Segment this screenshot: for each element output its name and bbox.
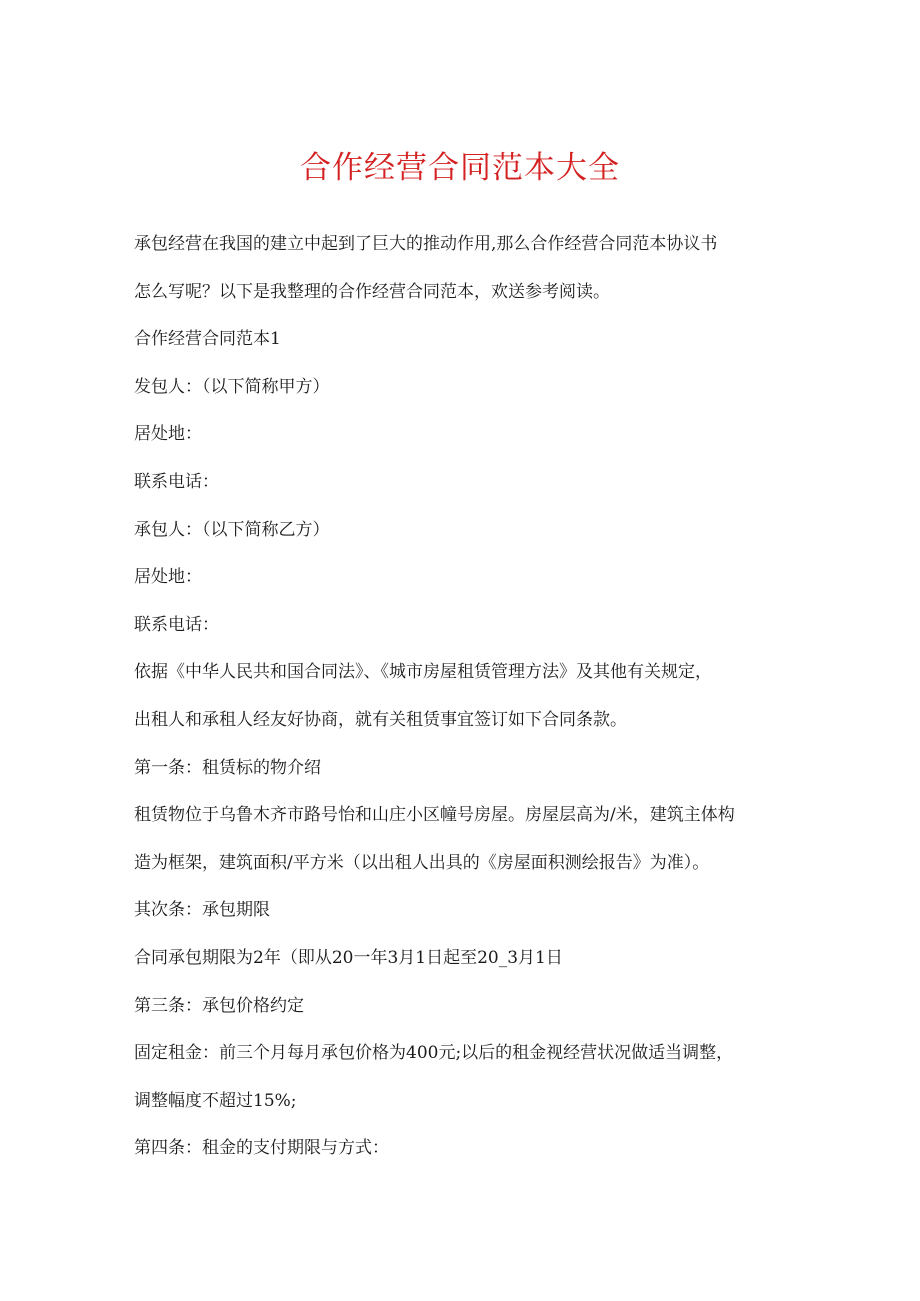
article-1-text-line-1: 租赁物位于乌鲁木齐市路号怡和山庄小区幢号房屋。房屋层高为/米，建筑主体构 xyxy=(134,805,735,826)
legal-basis-line-1: 依据《中华人民共和国合同法》、《城市房屋租赁管理方法》及其他有关规定， xyxy=(134,662,712,683)
article-4-heading: 第四条：租金的支付期限与方式： xyxy=(134,1138,389,1159)
party-a-address: 居处地： xyxy=(134,424,202,445)
article-2-text: 合同承包期限为2年（即从20一年3月1日起至20_3月1日 xyxy=(134,947,563,968)
party-a-label: 发包人：（以下简称甲方） xyxy=(134,376,330,397)
article-1-text-line-2: 造为框架，建筑面积/平方米（以出租人出具的《房屋面积测绘报告》为准）。 xyxy=(134,852,710,873)
article-1-heading: 第一条：租赁标的物介绍 xyxy=(134,757,321,778)
article-2-heading: 其次条：承包期限 xyxy=(134,900,270,921)
party-b-phone: 联系电话： xyxy=(134,614,219,635)
party-a-phone: 联系电话： xyxy=(134,471,219,492)
intro-line-2: 怎么写呢？以下是我整理的合作经营合同范本，欢送参考阅读。 xyxy=(134,281,610,302)
article-3-text-line-1: 固定租金：前三个月每月承包价格为400元;以后的租金视经营状况做适当调整， xyxy=(134,1043,734,1064)
legal-basis-line-2: 出租人和承租人经友好协商，就有关租赁事宜签订如下合同条款。 xyxy=(134,709,627,730)
section-heading-contract-1: 合作经营合同范本1 xyxy=(134,329,281,350)
article-3-heading: 第三条：承包价格约定 xyxy=(134,995,304,1016)
document-title: 合作经营合同范本大全 xyxy=(300,150,620,186)
document-body xyxy=(134,226,794,1178)
article-3-text-line-2: 调整幅度不超过15%; xyxy=(134,1090,297,1111)
intro-line-1: 承包经营在我国的建立中起到了巨大的推动作用,那么合作经营合同范本协议书 xyxy=(134,234,718,254)
party-b-address: 居处地： xyxy=(134,567,202,588)
party-b-label: 承包人：（以下简称乙方） xyxy=(134,519,330,540)
